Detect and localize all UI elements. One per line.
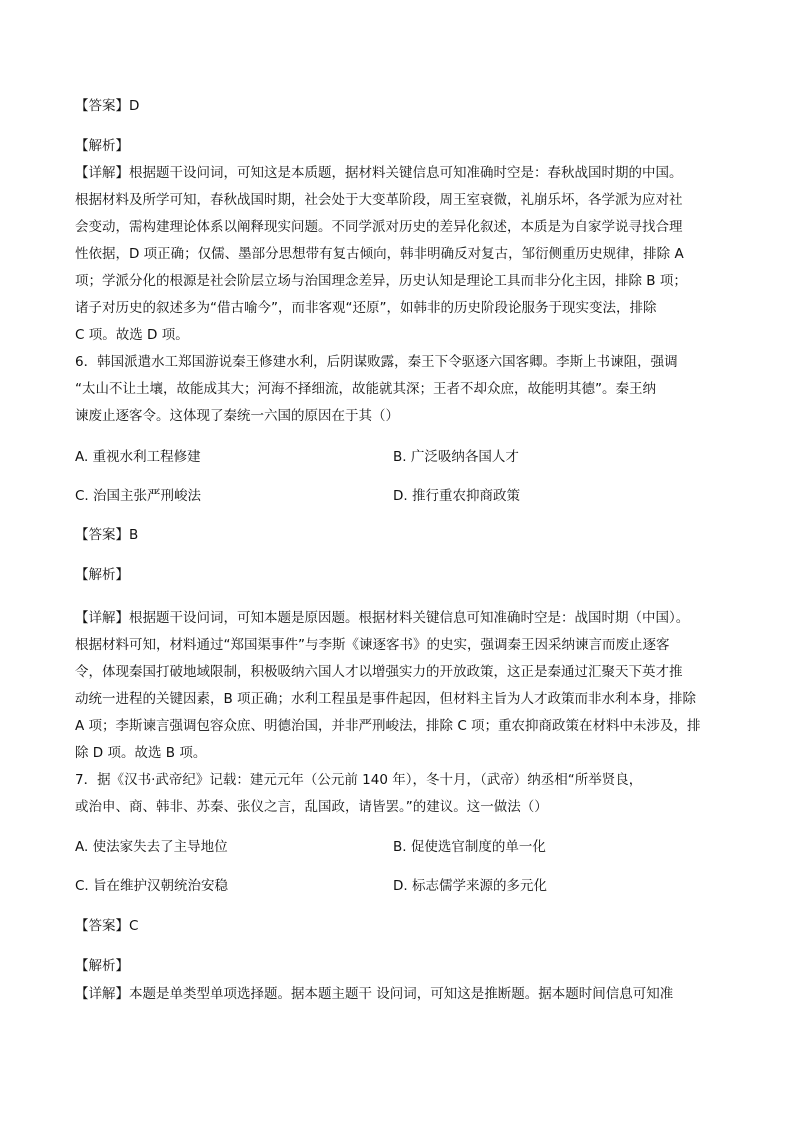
answer-q5: 【答案】D bbox=[75, 98, 140, 114]
analysis-label-q6: 【解析】 bbox=[75, 567, 129, 583]
analysis-label-q7: 【解析】 bbox=[75, 958, 129, 974]
explanation-line: 根据材料及所学可知，春秋战国时期，社会处于大变革阶段，周王室衰微，礼崩乐坏，各学派为应对社 bbox=[75, 192, 683, 208]
explanation-line: 性依据，D 项正确；仅儒、墨部分思想带有复古倾向，韩非明确反对复古，邹衍侧重历史规律，排除 A bbox=[75, 246, 684, 262]
answer-q7: 【答案】C bbox=[75, 918, 139, 934]
explanation-line: 除 D 项。故选 B 项。 bbox=[75, 745, 207, 761]
explanation-line: 【详解】根据题干设问词，可知本题是原因题。根据材料关键信息可知准确时空是：战国时期（中国）。 bbox=[75, 610, 690, 626]
option-b-q6: B. 广泛吸纳各国人才 bbox=[393, 449, 519, 465]
option-b-q7: B. 促使选官制度的单一化 bbox=[393, 839, 546, 855]
explanation-line: 动统一进程的关键因素，B 项正确；水利工程虽是事件起因，但材料主旨为人才政策而非水利本身，排除 bbox=[75, 691, 697, 707]
explanation-line: 项；学派分化的根源是社会阶层立场与治国理念差异，历史认知是理论工具而非分化主因，排除 B 项； bbox=[75, 273, 687, 289]
explanation-line: 会变动，需构建理论体系以阐释现实问题。不同学派对历史的差异化叙述，本质是为自家学说寻找合理 bbox=[75, 219, 683, 235]
question-stem-q7: 或治申、商、韩非、苏秦、张仪之言，乱国政，请皆罢。”的建议。这一做法（） bbox=[75, 799, 548, 815]
option-d-q6: D. 推行重农抑商政策 bbox=[393, 488, 520, 504]
explanation-line: 令，体现秦国打破地域限制，积极吸纳六国人才以增强实力的开放政策，这正是秦通过汇聚天下英才推 bbox=[75, 664, 683, 680]
option-d-q7: D. 标志儒学来源的多元化 bbox=[393, 878, 547, 894]
explanation-line: 【详解】根据题干设问词，可知这是本质题，据材料关键信息可知准确时空是：春秋战国时期的中国。 bbox=[75, 165, 683, 181]
explanation-line: C 项。故选 D 项。 bbox=[75, 327, 189, 343]
question-stem-q6: 6．韩国派遣水工郑国游说秦王修建水利，后阴谋败露，秦王下令驱逐六国客卿。李斯上书谏阻，强调 bbox=[75, 354, 678, 370]
option-a-q7: A. 使法家失去了主导地位 bbox=[75, 839, 228, 855]
option-a-q6: A. 重视水利工程修建 bbox=[75, 449, 201, 465]
explanation-line: A 项；李斯谏言强调包容众庶、明德治国，并非严刑峻法，排除 C 项；重农抑商政策在材料中未涉及，排 bbox=[75, 718, 701, 734]
analysis-label-q5: 【解析】 bbox=[75, 138, 129, 154]
explanation-line: 【详解】本题是单类型单项选择题。据本题主题干 设问词，可知这是推断题。据本题时间信息可知准 bbox=[75, 986, 674, 1002]
question-stem-q6: 谏废止逐客令。这体现了秦统一六国的原因在于其（） bbox=[75, 408, 399, 424]
answer-q6: 【答案】B bbox=[75, 527, 139, 543]
explanation-line: 诸子对历史的叙述多为“借古喻今”，而非客观“还原”，如韩非的历史阶段论服务于现实变法，排除 bbox=[75, 300, 657, 316]
question-stem-q6: “太山不让土壤，故能成其大；河海不择细流，故能就其深；王者不却众庶，故能明其德”。秦王纳 bbox=[75, 381, 656, 397]
explanation-line: 根据材料可知，材料通过“郑国渠事件”与李斯《谏逐客书》的史实，强调秦王因采纳谏言而废止逐客 bbox=[75, 637, 670, 653]
question-stem-q7: 7．据《汉书·武帝纪》记载：建元元年（公元前 140 年），冬十月，（武帝）纳丞相“所举贤良， bbox=[75, 772, 643, 788]
option-c-q6: C. 治国主张严刑峻法 bbox=[75, 488, 202, 504]
option-c-q7: C. 旨在维护汉朝统治安稳 bbox=[75, 878, 229, 894]
